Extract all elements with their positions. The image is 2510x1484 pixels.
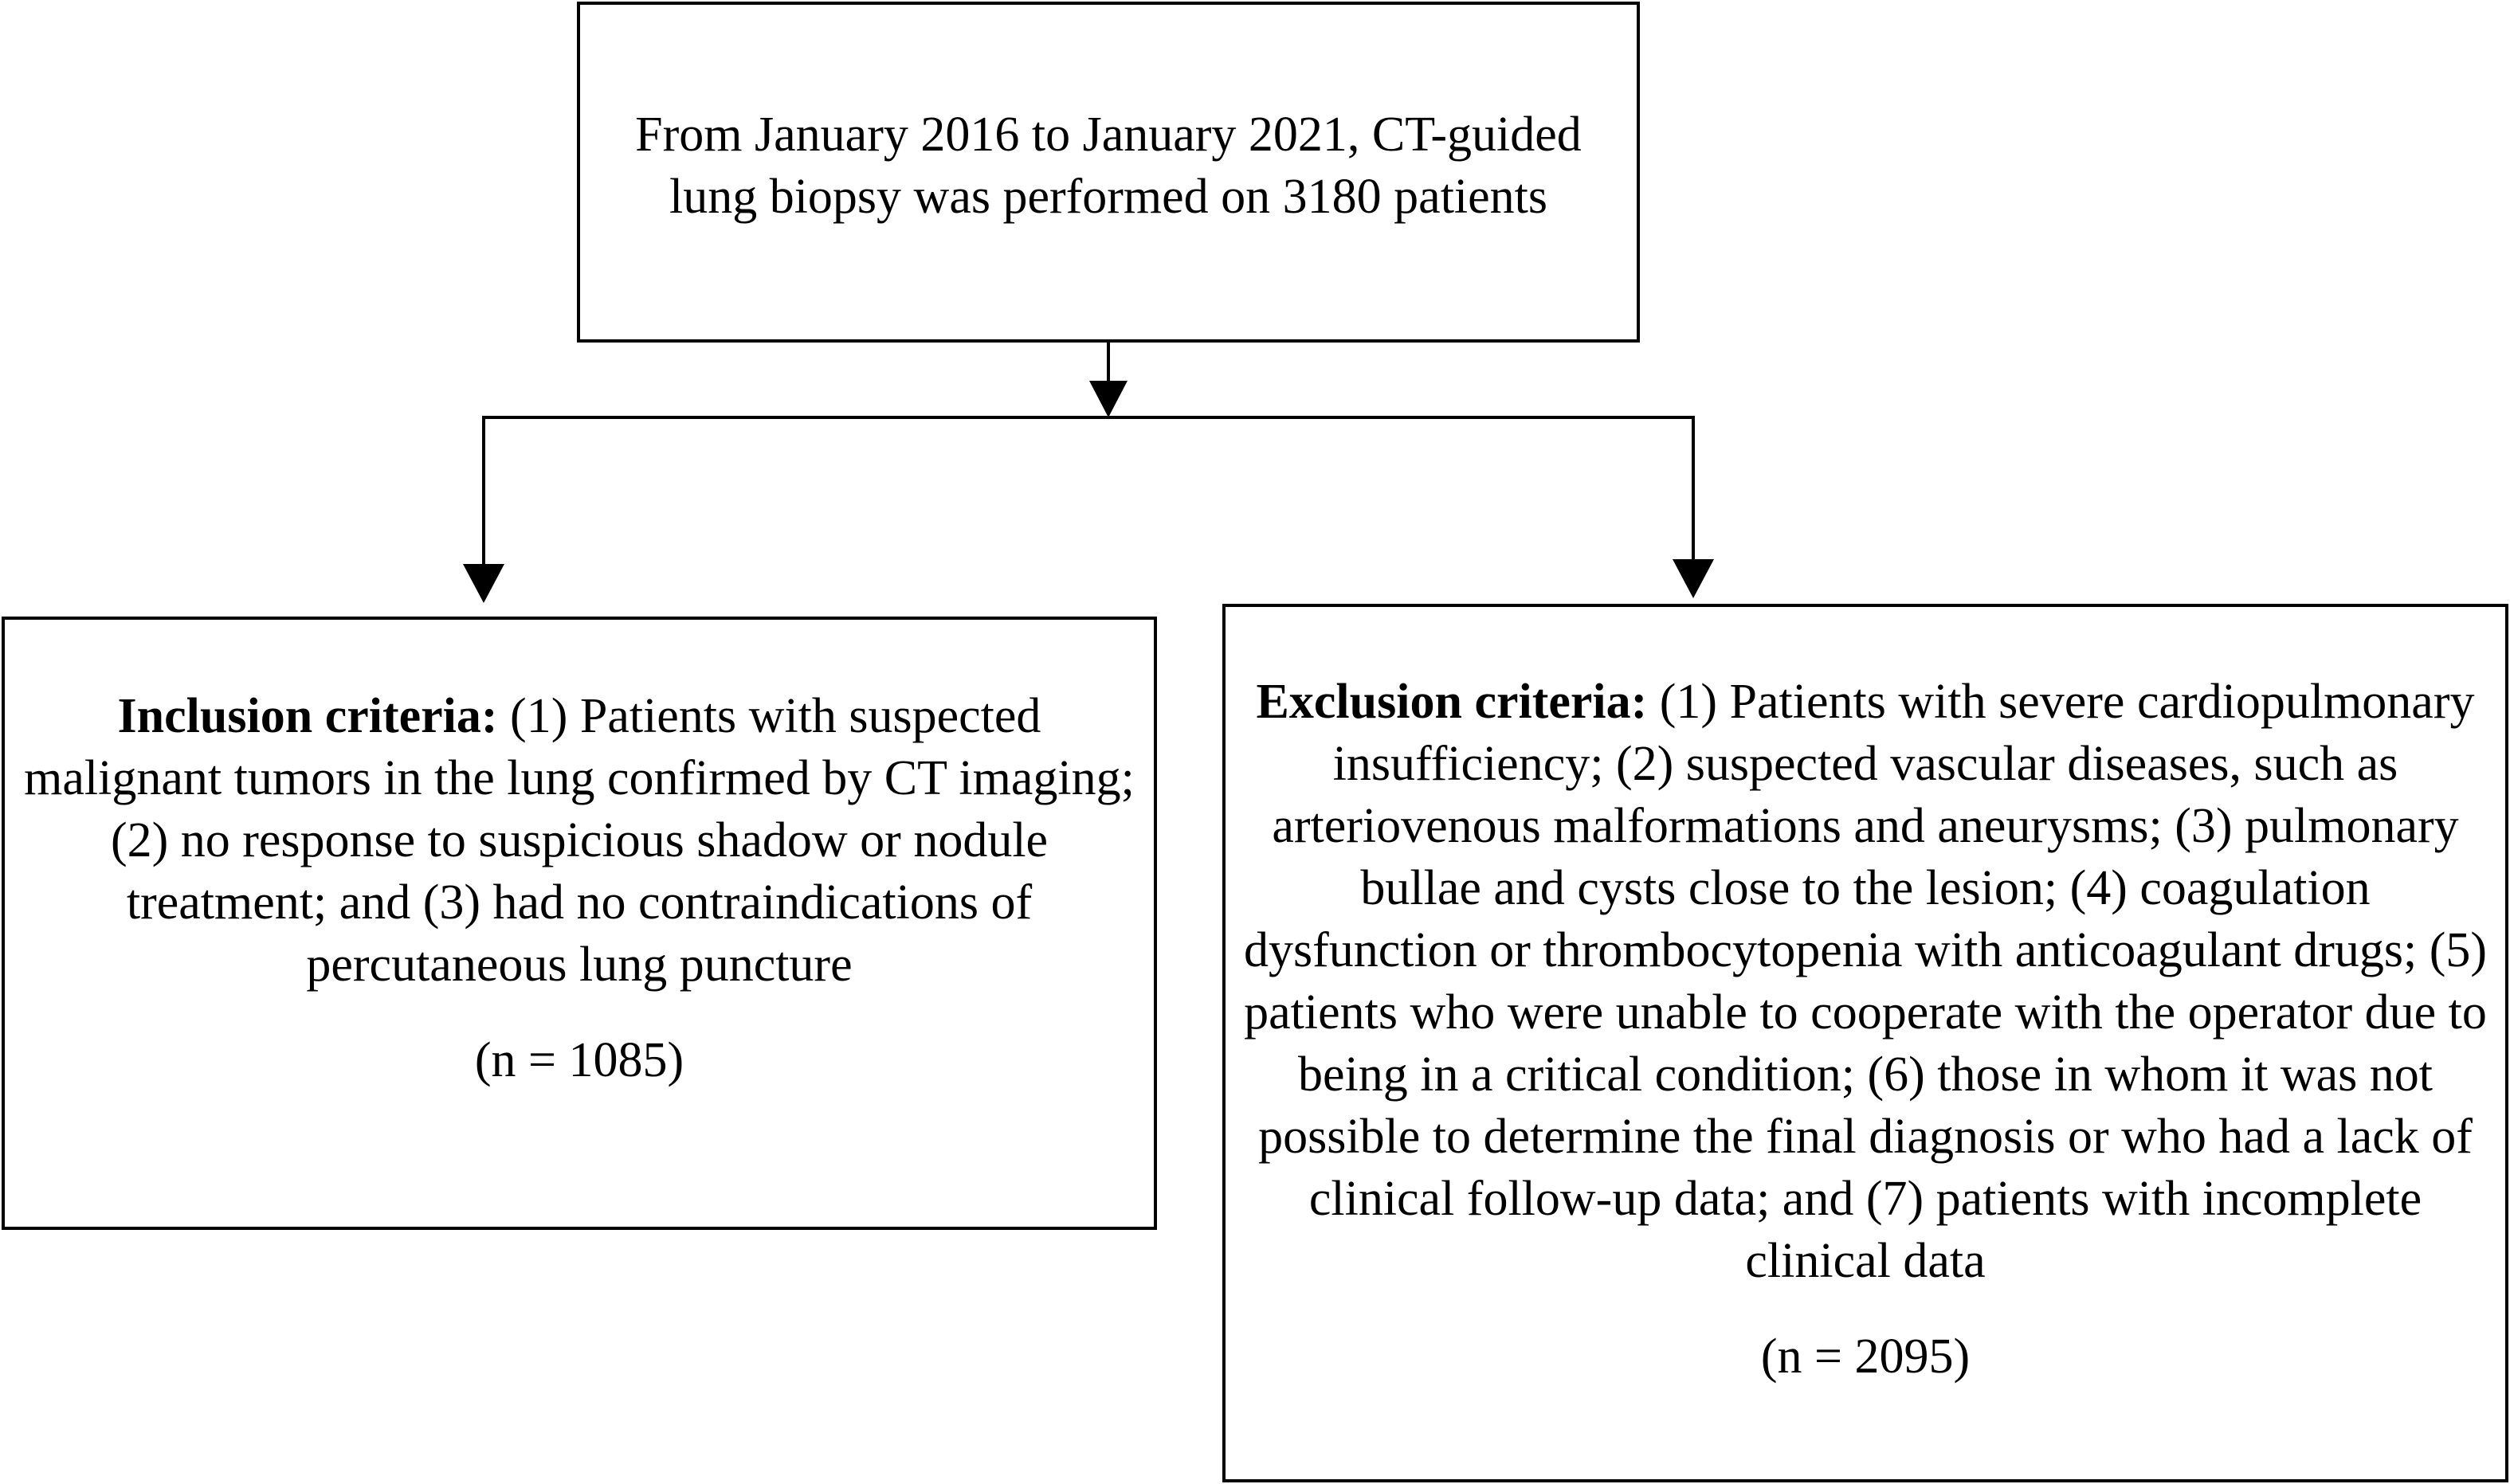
exclusion-criteria-box: [1222, 604, 2508, 1482]
arrowhead-top: [1089, 381, 1128, 417]
arrowhead-right: [1673, 559, 1714, 598]
arrowhead-left: [463, 564, 504, 603]
exclusion-criteria-text: (1) Patients with severe cardiopulmonary insufficiency; (2) suspected vascular diseases, such as arteriovenous malformations and aneurysms; (3) pulmonary bullae and cysts close to the lesion; (4) coagulation dysfunction or thrombocytopenia with anticoagulant drugs; (5) patients who were unable to cooperate with the operator due to being in a critical condition; (6) those in whom it was not possible to determine the final diagnosis or who had a lack of clinical follow-up data; and (7) patients with incomplete clinical data: [1244, 675, 2487, 1288]
top-box-text: From January 2016 to January 2021, CT-guided lung biopsy was performed on 3180 patients: [635, 108, 1582, 224]
exclusion-count: (n = 2095): [1760, 1329, 1971, 1384]
inclusion-criteria-box: [2, 617, 1157, 1230]
inclusion-criteria-text: (1) Patients with suspected malignant tumors in the lung confirmed by CT imaging; (2) no response to suspicious shadow or nodule treatment; and (3) had no contraindications of percutaneous lung puncture: [24, 689, 1135, 992]
top-box-source-population: [577, 2, 1640, 343]
exclusion-criteria-content: [1241, 671, 2489, 1388]
inclusion-criteria-label: Inclusion criteria:: [117, 689, 498, 743]
inclusion-criteria-content: [21, 685, 1138, 1091]
exclusion-criteria-label: Exclusion criteria:: [1256, 675, 1648, 729]
inclusion-count: (n = 1085): [474, 1033, 684, 1087]
